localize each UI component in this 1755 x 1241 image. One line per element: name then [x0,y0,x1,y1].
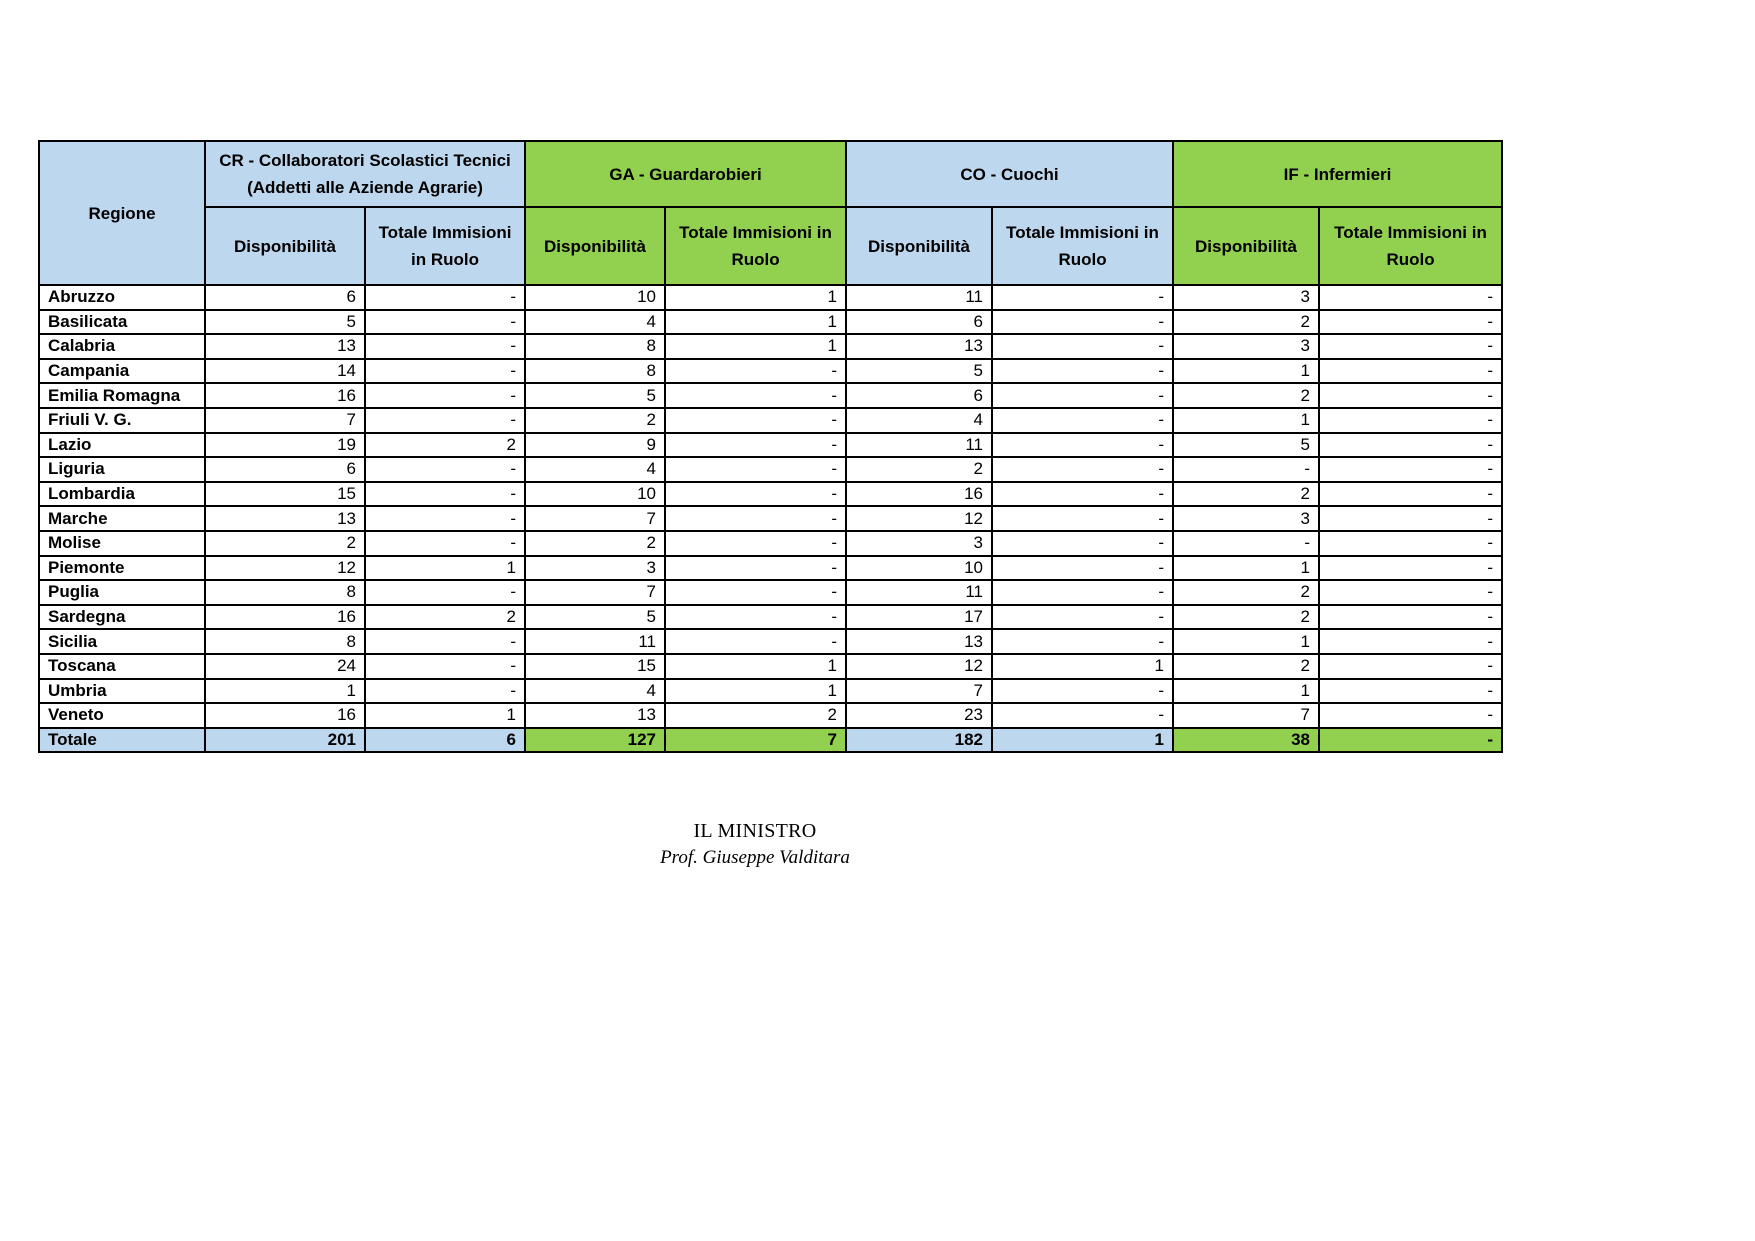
cell-ga-disponibilita: 2 [525,531,665,556]
cell-region: Liguria [39,457,205,482]
cell-region: Calabria [39,334,205,359]
table-row [39,433,1502,458]
table-row [39,285,1502,310]
cell-cr-disponibilita: 7 [205,408,365,433]
cell-co-immissioni: - [992,703,1173,728]
cell-co-immissioni: 1 [992,654,1173,679]
cell-if-disponibilita: 1 [1173,556,1319,581]
cell-region: Sicilia [39,629,205,654]
cell-cr-disponibilita: 14 [205,359,365,384]
cell-cr-disponibilita: 8 [205,629,365,654]
cell-co-immissioni: - [992,334,1173,359]
cell-region: Umbria [39,679,205,704]
cell-cr-immissioni: - [365,531,525,556]
table-row [39,556,1502,581]
header-group-ga: GA - Guardarobieri [525,141,846,207]
cell-if-immissioni: - [1319,728,1502,753]
cell-co-disponibilita: 182 [846,728,992,753]
header-sub-row [39,207,1502,285]
table-row [39,506,1502,531]
cell-co-immissioni: - [992,383,1173,408]
cell-if-immissioni: - [1319,556,1502,581]
cell-region: Puglia [39,580,205,605]
cell-ga-disponibilita: 8 [525,359,665,384]
cell-if-immissioni: - [1319,703,1502,728]
cell-cr-disponibilita: 13 [205,334,365,359]
header-cr-disponibilita: Disponibilità [205,207,365,285]
data-table [38,140,1503,753]
cell-co-immissioni: - [992,580,1173,605]
cell-ga-disponibilita: 4 [525,310,665,335]
cell-if-disponibilita: 2 [1173,310,1319,335]
cell-co-disponibilita: 17 [846,605,992,630]
cell-co-immissioni: - [992,310,1173,335]
cell-co-disponibilita: 13 [846,334,992,359]
table-row [39,679,1502,704]
cell-cr-immissioni: 2 [365,433,525,458]
cell-if-immissioni: - [1319,605,1502,630]
cell-co-immissioni: - [992,629,1173,654]
header-if-disponibilita: Disponibilità [1173,207,1319,285]
cell-if-disponibilita: - [1173,457,1319,482]
cell-if-immissioni: - [1319,580,1502,605]
cell-region: Abruzzo [39,285,205,310]
cell-ga-immissioni: 1 [665,310,846,335]
cell-ga-disponibilita: 3 [525,556,665,581]
cell-if-disponibilita: 1 [1173,408,1319,433]
cell-ga-disponibilita: 8 [525,334,665,359]
cell-co-disponibilita: 12 [846,654,992,679]
cell-if-disponibilita: 7 [1173,703,1319,728]
cell-co-disponibilita: 4 [846,408,992,433]
cell-ga-immissioni: - [665,629,846,654]
cell-co-immissioni: - [992,556,1173,581]
cell-co-disponibilita: 11 [846,580,992,605]
cell-ga-immissioni: - [665,605,846,630]
cell-co-disponibilita: 16 [846,482,992,507]
cell-co-immissioni: - [992,679,1173,704]
cell-cr-disponibilita: 2 [205,531,365,556]
cell-ga-disponibilita: 7 [525,580,665,605]
cell-cr-immissioni: - [365,629,525,654]
cell-cr-disponibilita: 5 [205,310,365,335]
cell-co-disponibilita: 23 [846,703,992,728]
cell-ga-disponibilita: 4 [525,679,665,704]
cell-co-disponibilita: 2 [846,457,992,482]
cell-ga-immissioni: - [665,556,846,581]
cell-region: Sardegna [39,605,205,630]
cell-cr-disponibilita: 6 [205,285,365,310]
total-row [39,728,1502,753]
cell-ga-disponibilita: 9 [525,433,665,458]
cell-cr-disponibilita: 15 [205,482,365,507]
cell-if-immissioni: - [1319,383,1502,408]
cell-region: Emilia Romagna [39,383,205,408]
table-row [39,531,1502,556]
cell-cr-immissioni: 1 [365,556,525,581]
cell-cr-immissioni: - [365,285,525,310]
cell-if-immissioni: - [1319,482,1502,507]
table-row [39,629,1502,654]
signature-title: IL MINISTRO [693,820,817,842]
cell-region: Veneto [39,703,205,728]
cell-co-disponibilita: 6 [846,310,992,335]
header-group-if: IF - Infermieri [1173,141,1502,207]
table-row [39,654,1502,679]
cell-ga-immissioni: 2 [665,703,846,728]
cell-ga-immissioni: 1 [665,654,846,679]
cell-ga-disponibilita: 10 [525,285,665,310]
cell-ga-disponibilita: 13 [525,703,665,728]
cell-if-disponibilita: 3 [1173,506,1319,531]
cell-if-immissioni: - [1319,334,1502,359]
cell-cr-immissioni: - [365,310,525,335]
cell-if-disponibilita: - [1173,531,1319,556]
cell-cr-immissioni: - [365,506,525,531]
cell-cr-immissioni: - [365,679,525,704]
cell-if-disponibilita: 2 [1173,482,1319,507]
cell-region: Totale [39,728,205,753]
cell-region: Toscana [39,654,205,679]
cell-cr-disponibilita: 1 [205,679,365,704]
cell-co-disponibilita: 5 [846,359,992,384]
cell-co-disponibilita: 12 [846,506,992,531]
cell-if-disponibilita: 38 [1173,728,1319,753]
cell-region: Lazio [39,433,205,458]
cell-ga-disponibilita: 4 [525,457,665,482]
table-row [39,359,1502,384]
cell-if-immissioni: - [1319,629,1502,654]
table-row [39,334,1502,359]
cell-ga-disponibilita: 11 [525,629,665,654]
cell-cr-immissioni: 6 [365,728,525,753]
cell-cr-disponibilita: 19 [205,433,365,458]
cell-ga-immissioni: 1 [665,285,846,310]
cell-if-disponibilita: 2 [1173,654,1319,679]
table-row [39,408,1502,433]
cell-cr-disponibilita: 24 [205,654,365,679]
cell-if-disponibilita: 2 [1173,383,1319,408]
cell-ga-immissioni: - [665,383,846,408]
cell-ga-disponibilita: 5 [525,605,665,630]
cell-ga-disponibilita: 15 [525,654,665,679]
cell-cr-disponibilita: 6 [205,457,365,482]
cell-co-immissioni: - [992,359,1173,384]
cell-co-immissioni: - [992,433,1173,458]
cell-co-immissioni: - [992,457,1173,482]
header-co-disponibilita: Disponibilità [846,207,992,285]
header-cr-immissioni: Totale Immisioni in Ruolo [365,207,525,285]
cell-co-disponibilita: 7 [846,679,992,704]
cell-co-immissioni: - [992,531,1173,556]
cell-ga-immissioni: 1 [665,334,846,359]
cell-ga-immissioni: - [665,433,846,458]
cell-cr-immissioni: 1 [365,703,525,728]
cell-ga-disponibilita: 2 [525,408,665,433]
cell-region: Friuli V. G. [39,408,205,433]
header-group-row [39,141,1502,207]
cell-ga-immissioni: - [665,457,846,482]
cell-cr-immissioni: - [365,359,525,384]
cell-cr-disponibilita: 8 [205,580,365,605]
cell-region: Molise [39,531,205,556]
cell-cr-immissioni: - [365,408,525,433]
cell-region: Campania [39,359,205,384]
cell-co-immissioni: - [992,408,1173,433]
cell-if-immissioni: - [1319,654,1502,679]
cell-if-disponibilita: 1 [1173,629,1319,654]
cell-region: Lombardia [39,482,205,507]
signature-block [560,818,950,872]
cell-cr-immissioni: - [365,580,525,605]
cell-ga-immissioni: - [665,359,846,384]
cell-cr-disponibilita: 16 [205,383,365,408]
cell-cr-immissioni: - [365,482,525,507]
cell-if-immissioni: - [1319,506,1502,531]
cell-cr-immissioni: 2 [365,605,525,630]
cell-cr-disponibilita: 201 [205,728,365,753]
table-row [39,383,1502,408]
cell-cr-immissioni: - [365,457,525,482]
table-body [39,285,1502,752]
cell-if-disponibilita: 1 [1173,679,1319,704]
table-row [39,482,1502,507]
header-co-immissioni: Totale Immisioni in Ruolo [992,207,1173,285]
table-row [39,703,1502,728]
cell-cr-immissioni: - [365,383,525,408]
cell-if-disponibilita: 3 [1173,334,1319,359]
cell-cr-immissioni: - [365,654,525,679]
cell-co-disponibilita: 13 [846,629,992,654]
cell-if-disponibilita: 5 [1173,433,1319,458]
cell-ga-disponibilita: 7 [525,506,665,531]
cell-ga-disponibilita: 10 [525,482,665,507]
cell-co-immissioni: - [992,482,1173,507]
header-regione: Regione [39,141,205,285]
cell-co-disponibilita: 10 [846,556,992,581]
cell-cr-disponibilita: 12 [205,556,365,581]
header-ga-immissioni: Totale Immisioni in Ruolo [665,207,846,285]
cell-co-disponibilita: 3 [846,531,992,556]
cell-if-immissioni: - [1319,310,1502,335]
table-row [39,605,1502,630]
table-row [39,310,1502,335]
cell-ga-disponibilita: 5 [525,383,665,408]
cell-ga-immissioni: - [665,506,846,531]
cell-co-immissioni: - [992,605,1173,630]
cell-if-immissioni: - [1319,285,1502,310]
cell-region: Marche [39,506,205,531]
cell-co-immissioni: - [992,285,1173,310]
cell-if-disponibilita: 3 [1173,285,1319,310]
cell-co-immissioni: 1 [992,728,1173,753]
cell-if-immissioni: - [1319,408,1502,433]
cell-if-immissioni: - [1319,457,1502,482]
table-row [39,457,1502,482]
cell-cr-disponibilita: 13 [205,506,365,531]
cell-co-disponibilita: 11 [846,433,992,458]
cell-region: Basilicata [39,310,205,335]
table-row [39,580,1502,605]
header-ga-disponibilita: Disponibilità [525,207,665,285]
cell-if-immissioni: - [1319,531,1502,556]
cell-if-disponibilita: 2 [1173,580,1319,605]
cell-ga-disponibilita: 127 [525,728,665,753]
cell-cr-disponibilita: 16 [205,605,365,630]
cell-if-immissioni: - [1319,433,1502,458]
cell-if-immissioni: - [1319,359,1502,384]
cell-ga-immissioni: - [665,482,846,507]
cell-co-disponibilita: 11 [846,285,992,310]
header-if-immissioni: Totale Immisioni in Ruolo [1319,207,1502,285]
cell-if-disponibilita: 1 [1173,359,1319,384]
cell-co-immissioni: - [992,506,1173,531]
header-group-cr: CR - Collaboratori Scolastici Tecnici (Addetti alle Aziende Agrarie) [205,141,525,207]
cell-if-immissioni: - [1319,679,1502,704]
cell-if-disponibilita: 2 [1173,605,1319,630]
cell-ga-immissioni: - [665,531,846,556]
cell-ga-immissioni: - [665,580,846,605]
cell-ga-immissioni: - [665,408,846,433]
cell-region: Piemonte [39,556,205,581]
signature-name: Prof. Giuseppe Valditara [660,847,850,868]
cell-ga-immissioni: 1 [665,679,846,704]
cell-cr-immissioni: - [365,334,525,359]
cell-co-disponibilita: 6 [846,383,992,408]
cell-cr-disponibilita: 16 [205,703,365,728]
cell-ga-immissioni: 7 [665,728,846,753]
header-group-co: CO - Cuochi [846,141,1173,207]
